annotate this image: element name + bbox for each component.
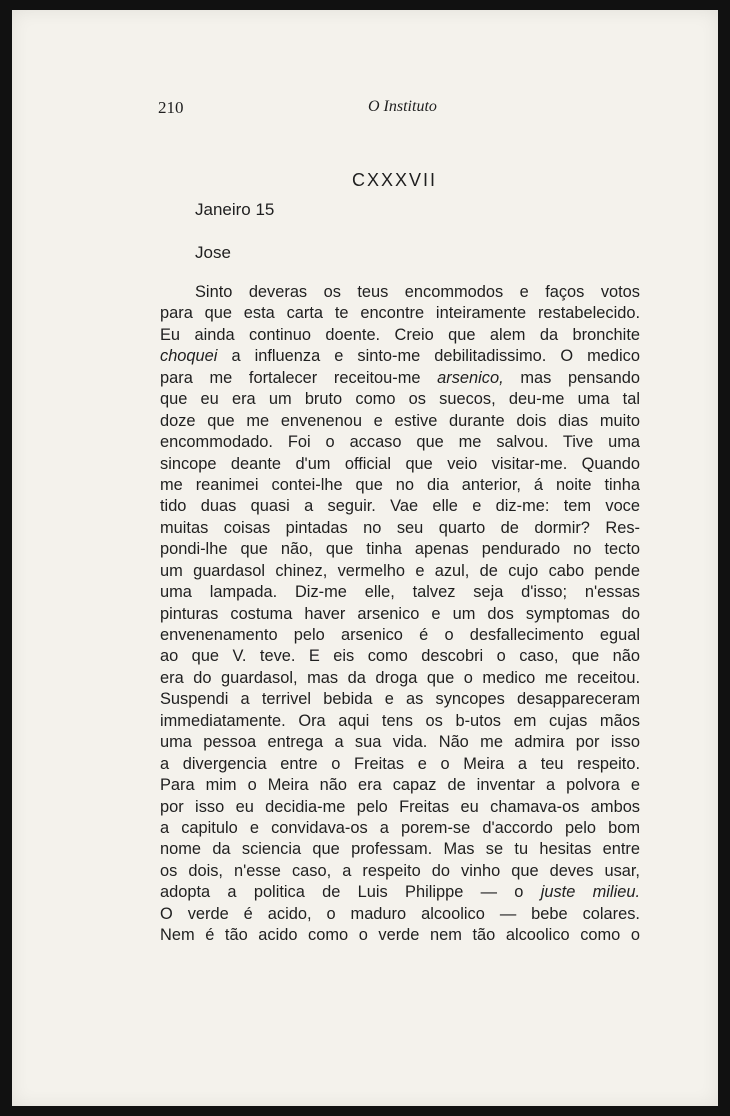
text-segment: uma pessoa entrega a sua vida. Não me admira por isso xyxy=(160,733,640,752)
text-segment: muitas coisas pintadas no seu quarto de dormir? Res- xyxy=(160,518,640,537)
text-line xyxy=(160,411,640,432)
text-segment: por isso eu decidia-me pelo Freitas eu chamava-os ambos xyxy=(160,797,640,816)
text-line xyxy=(160,454,640,475)
text-line xyxy=(160,475,640,496)
text-line xyxy=(160,539,640,560)
text-line xyxy=(160,368,640,389)
text-segment: doze que me envenenou e estive durante dois dias muito xyxy=(160,411,640,430)
text-segment: era do guardasol, mas da droga que o medico me receitou. xyxy=(160,668,640,687)
text-segment: para me fortalecer receitou-me xyxy=(160,368,438,387)
text-segment: sincope deante d'um official que veio visitar-me. Quando xyxy=(160,454,640,473)
text-line xyxy=(160,668,640,689)
text-segment: que eu era um bruto como os suecos, deu-me uma tal xyxy=(160,390,640,409)
text-line xyxy=(160,861,640,882)
text-line xyxy=(160,518,640,539)
text-line xyxy=(160,561,640,582)
book-page xyxy=(12,10,718,1106)
text-segment: a influenza e sinto-me debilitadissimo. O medico xyxy=(217,347,640,366)
text-line xyxy=(160,839,640,860)
text-line xyxy=(160,711,640,732)
text-line xyxy=(160,325,640,346)
text-segment: nome da sciencia que professam. Mas se tu hesitas entre xyxy=(160,840,640,859)
italic-phrase: choquei xyxy=(160,347,218,366)
text-segment: encommodado. Foi o accaso que me salvou. Tive uma xyxy=(160,433,640,452)
letter-number: CXXXVII xyxy=(352,170,438,190)
text-line xyxy=(160,689,640,710)
text-line xyxy=(160,346,640,367)
page-number: 210 xyxy=(158,98,184,117)
text-segment: Eu ainda continuo doente. Creio que alem da bronchite xyxy=(160,325,640,344)
letter-body xyxy=(160,282,640,947)
running-head xyxy=(158,98,628,122)
text-segment: immediatamente. Ora aqui tens os b-utos em cujas mãos xyxy=(160,711,640,730)
text-line xyxy=(160,646,640,667)
text-segment: me reanimei contei-lhe que no dia anterior, á noite tinha xyxy=(160,475,640,494)
text-line xyxy=(160,775,640,796)
text-segment: envenenamento pelo arsenico é o desfallecimento egual xyxy=(160,626,640,644)
text-segment: uma lampada. Diz-me elle, talvez seja d'isso; n'essas xyxy=(160,583,640,602)
letter-date: Janeiro 15 xyxy=(195,200,275,219)
text-line xyxy=(160,582,640,603)
text-line xyxy=(160,818,640,839)
text-line xyxy=(160,389,640,410)
text-segment: um guardasol chinez, vermelho e azul, de cujo cabo pende xyxy=(160,561,640,580)
text-line xyxy=(160,797,640,818)
text-line xyxy=(160,282,640,303)
text-line xyxy=(160,904,640,925)
text-segment: pinturas costuma haver arsenico e um dos symptomas do xyxy=(160,604,640,623)
text-line xyxy=(160,732,640,753)
text-segment: a capitulo e convidava-os a porem-se d'accordo pelo bom xyxy=(160,818,640,837)
text-segment: a divergencia entre o Freitas e o Meira a teu respeito. xyxy=(160,754,640,773)
text-segment: os dois, n'esse caso, a respeito do vinho que deves usar, xyxy=(160,861,640,880)
text-segment: Sinto deveras os teus encommodos e faços votos xyxy=(195,283,640,301)
text-line xyxy=(160,625,640,646)
text-segment: pondi-lhe que não, que tinha apenas pendurado no tecto xyxy=(160,540,640,559)
text-line xyxy=(160,303,640,324)
text-segment: mas pensando xyxy=(503,368,640,387)
text-line xyxy=(160,754,640,775)
text-segment: adopta a politica de Luis Philippe — o xyxy=(160,883,541,902)
text-line xyxy=(160,604,640,625)
text-line xyxy=(160,496,640,517)
text-segment: Suspendi a terrivel bebida e as syncopes desappareceram xyxy=(160,690,640,709)
text-segment: tido duas quasi a seguir. Vae elle e diz-me: tem voce xyxy=(160,497,640,516)
text-segment: Para mim o Meira não era capaz de inventar a polvora e xyxy=(160,776,640,795)
letter-salutation: Jose xyxy=(195,243,231,262)
text-segment: ao que V. teve. E eis como descobri o caso, que não xyxy=(160,647,640,666)
text-segment: O verde é acido, o maduro alcoolico — bebe colares. xyxy=(160,904,640,923)
text-line xyxy=(160,925,640,946)
journal-title: O Instituto xyxy=(368,98,437,115)
text-line xyxy=(160,882,640,903)
text-line xyxy=(160,432,640,453)
text-segment: Nem é tão acido como o verde nem tão alcoolico como o xyxy=(160,926,640,945)
italic-phrase: juste milieu. xyxy=(540,883,640,902)
italic-phrase: arsenico, xyxy=(437,368,504,387)
text-segment: para que esta carta te encontre inteiramente restabelecido. xyxy=(160,304,640,323)
